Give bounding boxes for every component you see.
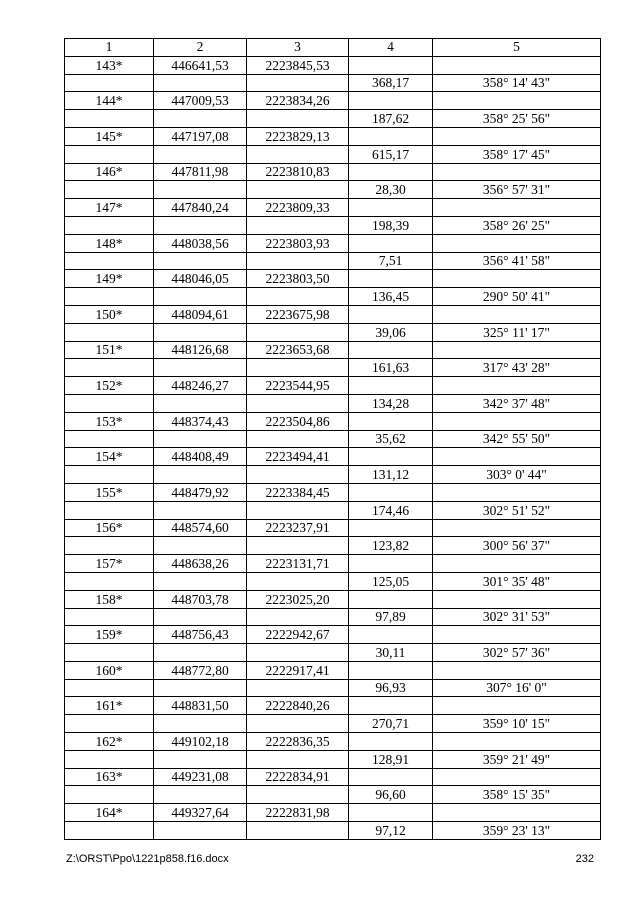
direction-angle-cell: 325° 11' 17" (433, 323, 601, 341)
distance-cell: 174,46 (349, 501, 433, 519)
direction-angle-cell: 358° 15' 35" (433, 786, 601, 804)
point-id-cell: 155* (65, 483, 154, 501)
empty-cell (247, 644, 349, 662)
direction-angle-cell: 356° 41' 58" (433, 252, 601, 270)
empty-cell (154, 786, 247, 804)
empty-cell (433, 92, 601, 110)
empty-cell (433, 590, 601, 608)
direction-angle-cell: 302° 57' 36" (433, 644, 601, 662)
empty-cell (154, 501, 247, 519)
column-header: 5 (433, 39, 601, 57)
y-coordinate-cell: 2223809,33 (247, 199, 349, 217)
point-row (65, 590, 601, 608)
y-coordinate-cell: 2222836,35 (247, 733, 349, 751)
direction-angle-cell: 359° 10' 15" (433, 715, 601, 733)
x-coordinate-cell: 448772,80 (154, 661, 247, 679)
point-row (65, 56, 601, 74)
y-coordinate-cell: 2222831,98 (247, 804, 349, 822)
empty-cell (349, 305, 433, 323)
distance-cell: 123,82 (349, 537, 433, 555)
empty-cell (154, 145, 247, 163)
empty-cell (349, 697, 433, 715)
segment-row (65, 323, 601, 341)
x-coordinate-cell: 448374,43 (154, 412, 247, 430)
direction-angle-cell: 342° 37' 48" (433, 394, 601, 412)
point-row (65, 163, 601, 181)
x-coordinate-cell: 449327,64 (154, 804, 247, 822)
direction-angle-cell: 302° 31' 53" (433, 608, 601, 626)
empty-cell (247, 359, 349, 377)
point-id-cell: 149* (65, 270, 154, 288)
y-coordinate-cell: 2222834,91 (247, 768, 349, 786)
empty-cell (154, 822, 247, 840)
empty-cell (247, 145, 349, 163)
y-coordinate-cell: 2223384,45 (247, 483, 349, 501)
direction-angle-cell: 290° 50' 41" (433, 288, 601, 306)
empty-cell (349, 270, 433, 288)
empty-cell (65, 679, 154, 697)
empty-cell (154, 679, 247, 697)
y-coordinate-cell: 2223810,83 (247, 163, 349, 181)
empty-cell (65, 288, 154, 306)
empty-cell (65, 715, 154, 733)
direction-angle-cell: 302° 51' 52" (433, 501, 601, 519)
point-id-cell: 145* (65, 127, 154, 145)
x-coordinate-cell: 448638,26 (154, 555, 247, 573)
segment-row (65, 430, 601, 448)
distance-cell: 97,89 (349, 608, 433, 626)
y-coordinate-cell: 2223829,13 (247, 127, 349, 145)
empty-cell (349, 804, 433, 822)
segment-row (65, 679, 601, 697)
empty-cell (349, 733, 433, 751)
point-id-cell: 148* (65, 234, 154, 252)
empty-cell (65, 74, 154, 92)
distance-cell: 30,11 (349, 644, 433, 662)
empty-cell (433, 412, 601, 430)
empty-cell (247, 430, 349, 448)
x-coordinate-cell: 448094,61 (154, 305, 247, 323)
segment-row (65, 715, 601, 733)
segment-row (65, 608, 601, 626)
empty-cell (433, 163, 601, 181)
segment-row (65, 359, 601, 377)
direction-angle-cell: 358° 26' 25" (433, 216, 601, 234)
distance-cell: 134,28 (349, 394, 433, 412)
y-coordinate-cell: 2223653,68 (247, 341, 349, 359)
empty-cell (433, 661, 601, 679)
y-coordinate-cell: 2223025,20 (247, 590, 349, 608)
empty-cell (349, 341, 433, 359)
empty-cell (65, 252, 154, 270)
empty-cell (65, 537, 154, 555)
distance-cell: 128,91 (349, 750, 433, 768)
point-id-cell: 143* (65, 56, 154, 74)
point-row (65, 377, 601, 395)
distance-cell: 97,12 (349, 822, 433, 840)
point-id-cell: 159* (65, 626, 154, 644)
empty-cell (154, 537, 247, 555)
point-id-cell: 156* (65, 519, 154, 537)
x-coordinate-cell: 448126,68 (154, 341, 247, 359)
empty-cell (65, 644, 154, 662)
empty-cell (65, 430, 154, 448)
direction-angle-cell: 307° 16' 0" (433, 679, 601, 697)
empty-cell (154, 110, 247, 128)
empty-cell (154, 608, 247, 626)
distance-cell: 161,63 (349, 359, 433, 377)
segment-row (65, 288, 601, 306)
point-row (65, 804, 601, 822)
empty-cell (247, 466, 349, 484)
point-row (65, 270, 601, 288)
x-coordinate-cell: 448038,56 (154, 234, 247, 252)
point-row (65, 555, 601, 573)
y-coordinate-cell: 2223834,26 (247, 92, 349, 110)
y-coordinate-cell: 2223504,86 (247, 412, 349, 430)
y-coordinate-cell: 2223845,53 (247, 56, 349, 74)
distance-cell: 198,39 (349, 216, 433, 234)
x-coordinate-cell: 446641,53 (154, 56, 247, 74)
point-id-cell: 160* (65, 661, 154, 679)
segment-row (65, 644, 601, 662)
empty-cell (349, 412, 433, 430)
segment-row (65, 74, 601, 92)
segment-row (65, 110, 601, 128)
point-id-cell: 162* (65, 733, 154, 751)
empty-cell (154, 750, 247, 768)
point-id-cell: 164* (65, 804, 154, 822)
empty-cell (247, 252, 349, 270)
y-coordinate-cell: 2223803,93 (247, 234, 349, 252)
distance-cell: 368,17 (349, 74, 433, 92)
point-id-cell: 144* (65, 92, 154, 110)
y-coordinate-cell: 2223544,95 (247, 377, 349, 395)
segment-row (65, 216, 601, 234)
footer-page-number: 232 (575, 853, 594, 865)
point-row (65, 768, 601, 786)
empty-cell (247, 181, 349, 199)
x-coordinate-cell: 448408,49 (154, 448, 247, 466)
y-coordinate-cell: 2223675,98 (247, 305, 349, 323)
distance-cell: 131,12 (349, 466, 433, 484)
empty-cell (247, 110, 349, 128)
segment-row (65, 822, 601, 840)
empty-cell (154, 644, 247, 662)
direction-angle-cell: 300° 56' 37" (433, 537, 601, 555)
empty-cell (349, 234, 433, 252)
y-coordinate-cell: 2223237,91 (247, 519, 349, 537)
x-coordinate-cell: 448756,43 (154, 626, 247, 644)
distance-cell: 96,93 (349, 679, 433, 697)
empty-cell (247, 323, 349, 341)
empty-cell (65, 822, 154, 840)
x-coordinate-cell: 448046,05 (154, 270, 247, 288)
empty-cell (65, 608, 154, 626)
distance-cell: 615,17 (349, 145, 433, 163)
empty-cell (154, 715, 247, 733)
empty-cell (349, 483, 433, 501)
empty-cell (433, 127, 601, 145)
point-row (65, 733, 601, 751)
empty-cell (433, 804, 601, 822)
empty-cell (65, 394, 154, 412)
column-header: 1 (65, 39, 154, 57)
x-coordinate-cell: 447009,53 (154, 92, 247, 110)
distance-cell: 125,05 (349, 572, 433, 590)
empty-cell (154, 216, 247, 234)
x-coordinate-cell: 448574,60 (154, 519, 247, 537)
empty-cell (154, 430, 247, 448)
point-id-cell: 151* (65, 341, 154, 359)
empty-cell (247, 750, 349, 768)
empty-cell (349, 163, 433, 181)
x-coordinate-cell: 447840,24 (154, 199, 247, 217)
segment-row (65, 181, 601, 199)
empty-cell (247, 786, 349, 804)
distance-cell: 39,06 (349, 323, 433, 341)
point-row (65, 448, 601, 466)
empty-cell (247, 608, 349, 626)
empty-cell (65, 216, 154, 234)
point-row (65, 199, 601, 217)
direction-angle-cell: 301° 35' 48" (433, 572, 601, 590)
segment-row (65, 572, 601, 590)
point-id-cell: 153* (65, 412, 154, 430)
y-coordinate-cell: 2223803,50 (247, 270, 349, 288)
segment-row (65, 466, 601, 484)
point-row (65, 626, 601, 644)
empty-cell (349, 92, 433, 110)
y-coordinate-cell: 2223131,71 (247, 555, 349, 573)
distance-cell: 28,30 (349, 181, 433, 199)
point-row (65, 697, 601, 715)
empty-cell (247, 216, 349, 234)
y-coordinate-cell: 2222942,67 (247, 626, 349, 644)
direction-angle-cell: 359° 23' 13" (433, 822, 601, 840)
empty-cell (154, 359, 247, 377)
y-coordinate-cell: 2223494,41 (247, 448, 349, 466)
empty-cell (349, 626, 433, 644)
point-row (65, 483, 601, 501)
point-row (65, 127, 601, 145)
empty-cell (65, 466, 154, 484)
empty-cell (349, 555, 433, 573)
empty-cell (247, 679, 349, 697)
empty-cell (154, 572, 247, 590)
empty-cell (349, 590, 433, 608)
direction-angle-cell: 303° 0' 44" (433, 466, 601, 484)
segment-row (65, 786, 601, 804)
empty-cell (433, 56, 601, 74)
point-id-cell: 161* (65, 697, 154, 715)
empty-cell (247, 288, 349, 306)
column-header: 4 (349, 39, 433, 57)
empty-cell (65, 110, 154, 128)
point-row (65, 92, 601, 110)
empty-cell (433, 270, 601, 288)
empty-cell (433, 448, 601, 466)
column-header: 3 (247, 39, 349, 57)
x-coordinate-cell: 448246,27 (154, 377, 247, 395)
distance-cell: 7,51 (349, 252, 433, 270)
empty-cell (247, 572, 349, 590)
empty-cell (247, 394, 349, 412)
segment-row (65, 394, 601, 412)
empty-cell (154, 74, 247, 92)
table-header-row (65, 39, 601, 57)
y-coordinate-cell: 2222917,41 (247, 661, 349, 679)
coordinates-table (64, 38, 601, 840)
empty-cell (433, 697, 601, 715)
direction-angle-cell: 359° 21' 49" (433, 750, 601, 768)
empty-cell (247, 537, 349, 555)
direction-angle-cell: 356° 57' 31" (433, 181, 601, 199)
empty-cell (247, 715, 349, 733)
point-row (65, 661, 601, 679)
point-id-cell: 158* (65, 590, 154, 608)
point-row (65, 234, 601, 252)
x-coordinate-cell: 449102,18 (154, 733, 247, 751)
empty-cell (349, 56, 433, 74)
empty-cell (247, 74, 349, 92)
empty-cell (154, 394, 247, 412)
x-coordinate-cell: 447197,08 (154, 127, 247, 145)
point-row (65, 519, 601, 537)
direction-angle-cell: 317° 43' 28" (433, 359, 601, 377)
empty-cell (65, 572, 154, 590)
distance-cell: 270,71 (349, 715, 433, 733)
point-id-cell: 146* (65, 163, 154, 181)
x-coordinate-cell: 449231,08 (154, 768, 247, 786)
empty-cell (65, 323, 154, 341)
distance-cell: 35,62 (349, 430, 433, 448)
x-coordinate-cell: 447811,98 (154, 163, 247, 181)
empty-cell (349, 768, 433, 786)
point-id-cell: 154* (65, 448, 154, 466)
y-coordinate-cell: 2222840,26 (247, 697, 349, 715)
distance-cell: 187,62 (349, 110, 433, 128)
footer-file-path: Z:\ORST\Ppo\1221p858.f16.docx (66, 853, 229, 865)
segment-row (65, 501, 601, 519)
empty-cell (349, 519, 433, 537)
empty-cell (65, 145, 154, 163)
empty-cell (433, 483, 601, 501)
empty-cell (433, 341, 601, 359)
empty-cell (154, 181, 247, 199)
direction-angle-cell: 342° 55' 50" (433, 430, 601, 448)
point-row (65, 341, 601, 359)
empty-cell (433, 519, 601, 537)
segment-row (65, 252, 601, 270)
x-coordinate-cell: 448703,78 (154, 590, 247, 608)
empty-cell (65, 750, 154, 768)
segment-row (65, 537, 601, 555)
x-coordinate-cell: 448479,92 (154, 483, 247, 501)
column-header: 2 (154, 39, 247, 57)
point-id-cell: 152* (65, 377, 154, 395)
point-row (65, 305, 601, 323)
empty-cell (65, 501, 154, 519)
empty-cell (154, 288, 247, 306)
empty-cell (433, 377, 601, 395)
empty-cell (247, 822, 349, 840)
segment-row (65, 750, 601, 768)
direction-angle-cell: 358° 17' 45" (433, 145, 601, 163)
empty-cell (65, 181, 154, 199)
distance-cell: 96,60 (349, 786, 433, 804)
empty-cell (433, 626, 601, 644)
empty-cell (247, 501, 349, 519)
empty-cell (349, 199, 433, 217)
empty-cell (349, 127, 433, 145)
distance-cell: 136,45 (349, 288, 433, 306)
empty-cell (154, 252, 247, 270)
point-row (65, 412, 601, 430)
empty-cell (349, 661, 433, 679)
empty-cell (433, 199, 601, 217)
empty-cell (154, 323, 247, 341)
point-id-cell: 163* (65, 768, 154, 786)
empty-cell (349, 448, 433, 466)
point-id-cell: 157* (65, 555, 154, 573)
point-id-cell: 150* (65, 305, 154, 323)
empty-cell (433, 305, 601, 323)
direction-angle-cell: 358° 25' 56" (433, 110, 601, 128)
empty-cell (433, 234, 601, 252)
direction-angle-cell: 358° 14' 43" (433, 74, 601, 92)
empty-cell (433, 733, 601, 751)
empty-cell (65, 786, 154, 804)
segment-row (65, 145, 601, 163)
x-coordinate-cell: 448831,50 (154, 697, 247, 715)
point-id-cell: 147* (65, 199, 154, 217)
empty-cell (65, 359, 154, 377)
empty-cell (433, 555, 601, 573)
empty-cell (349, 377, 433, 395)
empty-cell (433, 768, 601, 786)
empty-cell (154, 466, 247, 484)
